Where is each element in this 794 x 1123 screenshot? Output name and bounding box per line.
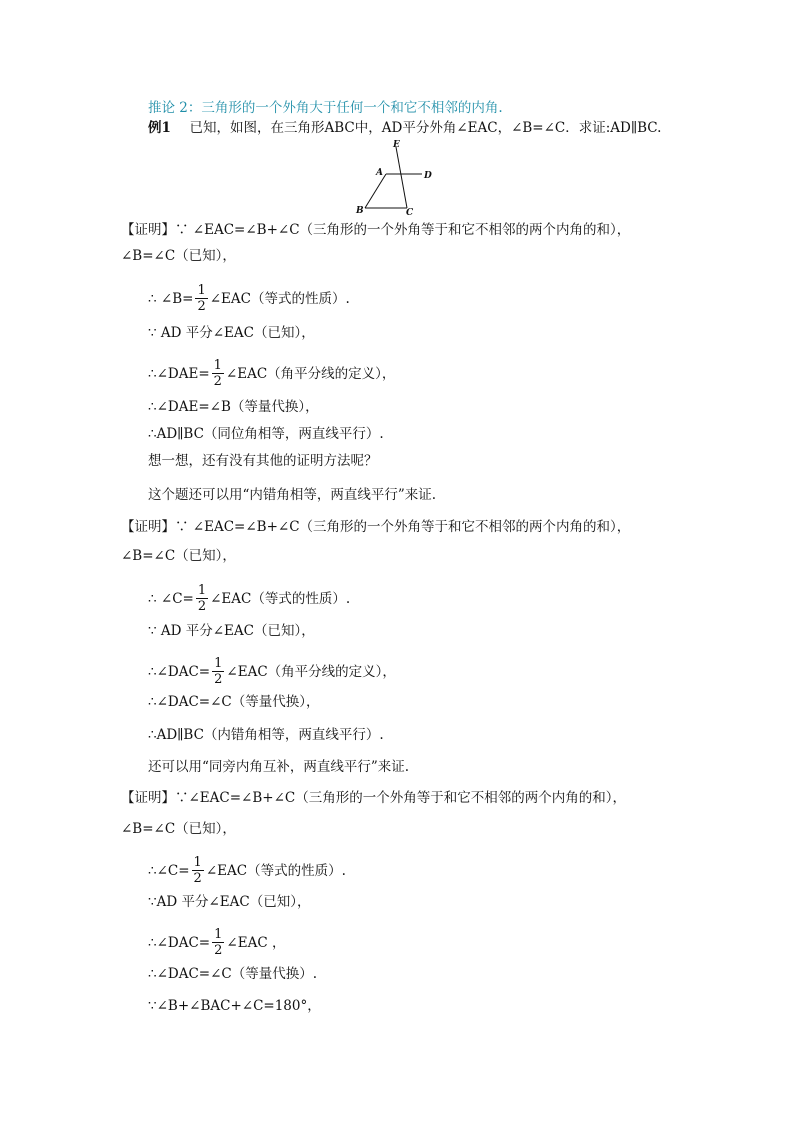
fraction-half: $\frac{1}{2}$: [197, 583, 207, 614]
corollary-statement: 推论 2：三角形的一个外角大于任何一个和它不相邻的内角.: [148, 100, 503, 116]
proof1-line5: ∴∠DAE= $\frac{1}{2}$ ∠EAC（角平分线的定义），: [148, 358, 396, 389]
proof3-line3: ∴∠C= $\frac{1}{2}$ ∠EAC（等式的性质）.: [148, 855, 346, 886]
fraction-half: $\frac{1}{2}$: [197, 283, 206, 314]
method3-intro: 还可以用“同旁内角互补，两直线平行”来证.: [148, 759, 410, 775]
proof2-line1: 【证明】∵ ∠EAC=∠B+∠C（三角形的一个外角等于和它不相邻的两个内角的和），: [121, 519, 631, 535]
fraction-half: $\frac{1}{2}$: [214, 656, 223, 687]
proof1-line3: ∴ ∠B= $\frac{1}{2}$ ∠EAC（等式的性质）.: [148, 283, 350, 314]
proof2-line5: ∴∠DAC= $\frac{1}{2}$ ∠EAC（角平分线的定义），: [148, 656, 396, 687]
proof3-line1: 【证明】∵∠EAC=∠B+∠C（三角形的一个外角等于和它不相邻的两个内角的和），: [121, 790, 626, 806]
proof3-line2: ∠B=∠C（已知），: [121, 821, 236, 837]
label-e: E: [393, 140, 400, 150]
proof3-line4: ∵AD 平分∠EAC（已知），: [148, 894, 311, 910]
triangle-figure: [345, 140, 445, 220]
proof2-line7: ∴AD∥BC（内错角相等，两直线平行）.: [148, 727, 384, 743]
example-text: 已知，如图，在三角形ABC中，AD平分外角∠EAC，∠B=∠C．求证:AD∥BC.: [189, 120, 662, 136]
proof2-line6: ∴∠DAC=∠C（等量代换），: [148, 694, 320, 710]
proof1-line2: ∠B=∠C（已知），: [121, 248, 236, 264]
proof1-line1: 【证明】∵ ∠EAC=∠B+∠C（三角形的一个外角等于和它不相邻的两个内角的和），: [121, 222, 631, 238]
method2-intro: 这个题还可以用“内错角相等，两直线平行”来证.: [148, 487, 437, 503]
proof3-line5: ∴∠DAC= $\frac{1}{2}$ ∠EAC ，: [148, 927, 286, 958]
proof2-line4: ∵ AD 平分∠EAC（已知），: [148, 623, 315, 639]
proof3-line7: ∵∠B+∠BAC+∠C=180°，: [148, 998, 321, 1014]
line-ce: [396, 147, 407, 208]
proof1-line6: ∴∠DAE=∠B（等量代换），: [148, 399, 319, 415]
think-prompt: 想一想，还有没有其他的证明方法呢？: [148, 453, 378, 469]
fraction-half: $\frac{1}{2}$: [214, 927, 223, 958]
line-ab: [365, 174, 386, 208]
fraction-half: $\frac{1}{2}$: [213, 358, 222, 389]
proof2-line3: ∴ ∠C= $\frac{1}{2}$ ∠EAC（等式的性质）.: [148, 583, 351, 614]
label-b: B: [356, 206, 364, 216]
label-d: D: [424, 171, 432, 181]
example-1: [148, 118, 661, 138]
fraction-half: $\frac{1}{2}$: [193, 855, 202, 886]
proof3-line6: ∴∠DAC=∠C（等量代换）.: [148, 966, 318, 982]
proof2-line2: ∠B=∠C（已知），: [121, 548, 236, 564]
proof1-line7: ∴AD∥BC（同位角相等，两直线平行）.: [148, 426, 384, 442]
proof1-line4: ∵ AD 平分∠EAC（已知），: [148, 325, 315, 341]
label-a: A: [376, 168, 383, 178]
label-c: C: [406, 208, 414, 218]
example-label: 例1: [148, 120, 171, 136]
